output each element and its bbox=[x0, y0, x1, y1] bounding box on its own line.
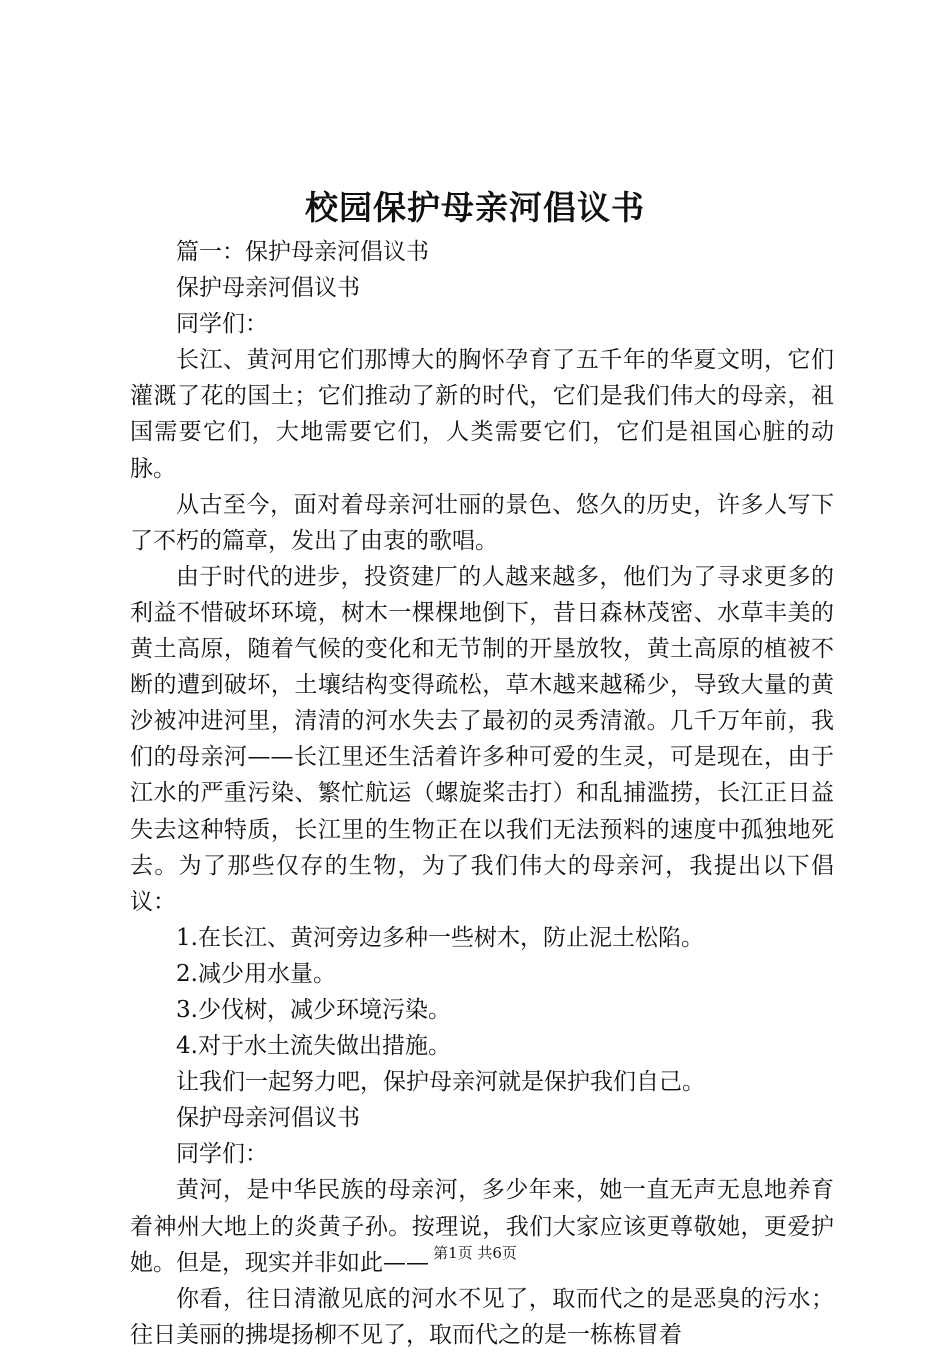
body-paragraph: 黄河，是中华民族的母亲河，多少年来，她一直无声无息地养育着神州大地上的炎黄子孙。按理说，我们大家应该更尊敬她，更爱护她。但是，现实并非如此—— bbox=[130, 1177, 834, 1276]
proposal-item: 1.在长江、黄河旁边多种一些树木，防止泥土松陷。 bbox=[176, 924, 704, 951]
proposal-item: 3.少伐树，减少环境污染。 bbox=[176, 996, 451, 1023]
body-paragraph: 长江、黄河用它们那博大的胸怀孕育了五千年的华夏文明，它们灌溉了花的国土；它们推动了新的时代，它们是我们伟大的母亲，祖国需要它们，大地需要它们，人类需要它们，它们是祖国心脏的动脉。 bbox=[130, 347, 834, 482]
body-paragraph: 你看，往日清澈见底的河水不见了，取而代之的是恶臭的污水；往日美丽的拂堤扬柳不见了，取而代之的是一栋栋冒着 bbox=[130, 1285, 834, 1348]
proposal-item: 2.减少用水量。 bbox=[176, 960, 336, 987]
salutation: 同学们： bbox=[176, 1141, 268, 1168]
closing-line: 让我们一起努力吧，保护母亲河就是保护我们自己。 bbox=[176, 1069, 705, 1096]
body-paragraph: 由于时代的进步，投资建厂的人越来越多，他们为了寻求更多的利益不惜破坏环境，树木一棵棵地倒下，昔日森林茂密、水草丰美的黄土高原，随着气候的变化和无节制的开垦放牧，黄土高原的植被不断的遭到破坏，土壤结构变得疏松，草木越来越稀少，导致大量的黄沙被冲进河里，清清的河水失去了最初的灵秀清澈。几千万年前，我们的母亲河——长江里还生活着许多种可爱的生灵，可是现在，由于江水的严重污染、繁忙航运（螺旋桨击打）和乱捕滥捞，长江正日益失去这种特质，长江里的生物正在以我们无法预料的速度中孤独地死去。为了那些仅存的生物，为了我们伟大的母亲河，我提出以下倡议： bbox=[130, 563, 834, 915]
document-title: 校园保护母亲河倡议书 bbox=[305, 188, 645, 227]
section-heading: 篇一：保护母亲河倡议书 bbox=[176, 239, 429, 265]
proposal-item: 4.对于水土流失做出措施。 bbox=[176, 1033, 451, 1060]
salutation: 同学们： bbox=[176, 311, 268, 338]
letter-title: 保护母亲河倡议书 bbox=[176, 1105, 360, 1132]
body-paragraph: 从古至今，面对着母亲河壮丽的景色、悠久的历史，许多人写下了不朽的篇章，发出了由衷的歌唱。 bbox=[130, 491, 834, 554]
document-body bbox=[130, 234, 834, 1353]
letter-title: 保护母亲河倡议书 bbox=[176, 275, 360, 302]
page-number: 第1页 共6页 bbox=[433, 1244, 517, 1262]
